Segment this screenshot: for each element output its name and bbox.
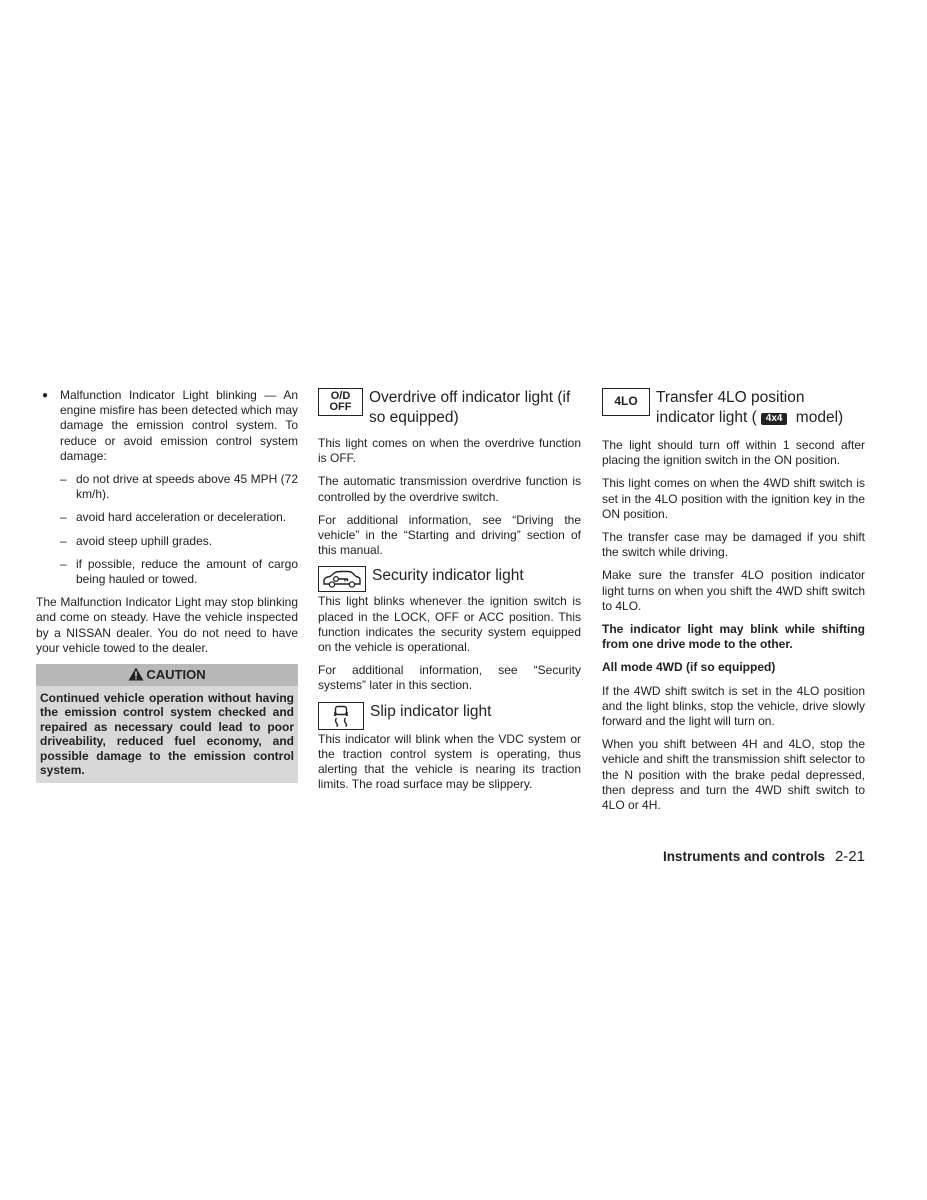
bullet-text: Malfunction Indicator Light blinking — An engine misfire has been detected which may damage the emission control system. To reduce or avoid emission control system damage: bbox=[60, 388, 298, 463]
4x4-badge-icon: 4x4 bbox=[761, 413, 788, 425]
security-car-key-icon bbox=[318, 566, 366, 592]
security-heading: Security indicator light bbox=[372, 567, 524, 585]
caution-title: CAUTION bbox=[146, 667, 206, 683]
slip-heading: Slip indicator light bbox=[370, 702, 492, 720]
security-para-1: This light blinks whenever the ignition switch is placed in the LOCK, OFF or ACC position. This function indicates the security system equipped on the vehicle is operational. bbox=[318, 594, 581, 655]
4lo-para-bold: The indicator light may blink while shifting from one drive mode to the other. bbox=[602, 622, 865, 652]
warning-triangle-icon bbox=[128, 667, 144, 681]
4lo-heading-row bbox=[602, 388, 865, 428]
column-1 bbox=[36, 388, 298, 783]
4lo-para-7: When you shift between 4H and 4LO, stop the vehicle and shift the transmission shift selector to the N position with the brake pedal depressed, then depress and turn the 4WD shift switch to 4LO or 4H. bbox=[602, 737, 865, 813]
od-off-icon: O/D OFF bbox=[318, 388, 363, 416]
security-para-2: For additional information, see “Security systems” later in this section. bbox=[318, 663, 581, 693]
column-3 bbox=[602, 388, 865, 821]
4lo-heading: Transfer 4LO position indicator light ( 4x4 model) bbox=[656, 389, 844, 426]
4lo-para-2: This light comes on when the 4WD shift switch is set in the 4LO position with the ignition key in the ON position. bbox=[602, 476, 865, 521]
page-number: 2-21 bbox=[834, 848, 865, 865]
column-2 bbox=[318, 388, 581, 800]
overdrive-para-2: The automatic transmission overdrive function is controlled by the overdrive switch. bbox=[318, 474, 581, 504]
overdrive-heading: Overdrive off indicator light (if so equipped) bbox=[369, 389, 571, 426]
list-item: – if possible, reduce the amount of cargo being hauled or towed. bbox=[60, 556, 298, 587]
caution-box bbox=[36, 664, 298, 783]
list-item: – avoid hard acceleration or deceleration. bbox=[60, 510, 287, 525]
4lo-para-3: The transfer case may be damaged if you shift the switch while driving. bbox=[602, 530, 865, 560]
slip-icon bbox=[318, 702, 364, 730]
slip-heading-row bbox=[318, 702, 581, 730]
footer-section-title: Instruments and controls bbox=[662, 849, 825, 864]
slip-para-1: This indicator will blink when the VDC system or the traction control system is operating, thus alerting that the vehicle is nearing its traction limits. The road surface may be slippery. bbox=[318, 731, 581, 792]
overdrive-para-1: This light comes on when the overdrive function is OFF. bbox=[318, 436, 581, 466]
caution-text: Continued vehicle operation without having the emission control system checked and repaired as necessary could lead to poor driveability, reduced fuel economy, and possible damage to the emission control system. bbox=[40, 691, 294, 778]
4lo-para-6: If the 4WD shift switch is set in the 4LO position and the light blinks, stop the vehicle, drive slowly forward and the light will turn on. bbox=[602, 683, 865, 729]
overdrive-heading-row bbox=[318, 388, 581, 428]
4lo-para-1: The light should turn off within 1 second after placing the ignition switch in the ON position. bbox=[602, 438, 865, 468]
mil-paragraph: The Malfunction Indicator Light may stop blinking and come on steady. Have the vehicle inspected by a NISSAN dealer. You do not need to have your vehicle towed to the dealer. bbox=[36, 595, 298, 655]
list-item bbox=[36, 388, 298, 587]
4lo-para-4: Make sure the transfer 4LO position indicator light turns on when you shift the 4WD shift switch to 4LO. bbox=[602, 568, 865, 613]
mil-bullet-list bbox=[36, 388, 298, 587]
overdrive-para-3: For additional information, see “Driving the vehicle” in the “Starting and driving” section of this manual. bbox=[318, 512, 581, 558]
page-footer bbox=[663, 848, 865, 865]
all-mode-heading: All mode 4WD (if so equipped) bbox=[602, 660, 776, 675]
list-item: – avoid steep uphill grades. bbox=[60, 533, 213, 548]
dash-list bbox=[60, 472, 298, 587]
caution-header bbox=[36, 664, 298, 686]
list-item: – do not drive at speeds above 45 MPH (72 km/h). bbox=[60, 472, 298, 502]
security-heading-row bbox=[318, 566, 581, 592]
4lo-icon: 4LO bbox=[602, 388, 650, 416]
